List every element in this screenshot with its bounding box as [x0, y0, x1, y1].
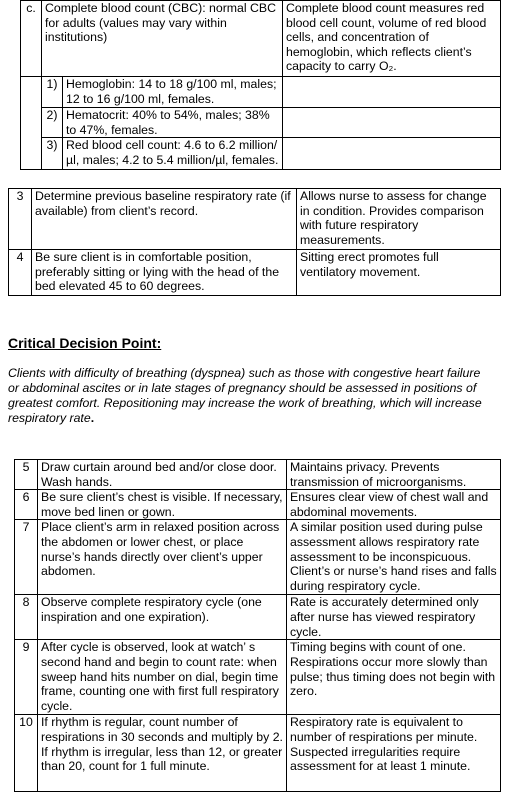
rationale-text: Ensures clear view of chest wall and abdominal movements.	[287, 490, 501, 520]
rationale-text: A similar position used during pulse assessment allows respiratory rate assessment to be inconspicuous. Client’s or nurse’s hand rises and falls during respiratory cycle.	[287, 520, 501, 595]
step-number: 6	[15, 490, 38, 520]
cbc-table	[20, 0, 501, 77]
rationale-text: Timing begins with count of one. Respirations occur more slowly than pulse; thus timing does not begin with zero.	[287, 640, 501, 715]
value-text: Hematocrit: 40% to 54%, males; 38% to 47%, females.	[63, 108, 283, 138]
critical-decision-period: .	[90, 411, 95, 425]
step-number: 7	[15, 520, 38, 595]
table-row	[21, 108, 501, 138]
row-number: 1)	[42, 77, 63, 108]
step-number: 9	[15, 640, 38, 715]
empty-cell	[283, 77, 501, 108]
step-text: Draw curtain around bed and/or close door. Wash hands.	[38, 460, 287, 490]
rationale-text: Respiratory rate is equivalent to number of respirations per minute. Suspected irregularities require assessment for at least 1 minute.	[287, 715, 501, 792]
value-text: Red blood cell count: 4.6 to 6.2 million/µl, males; 4.2 to 5.4 million/µl, females.	[63, 138, 283, 170]
step-text: After cycle is observed, look at watch’ s second hand and begin to count rate: when sweep hand hits number on dial, begin time frame, counting one with first full respiratory cycle.	[38, 640, 287, 715]
spacer-cell	[21, 108, 42, 138]
step-text: Place client’s arm in relaxed position across the abdomen or lower chest, or place nurse’s hands directly over client’s upper abdomen.	[38, 520, 287, 595]
step-number: 4	[9, 250, 32, 296]
empty-cell	[283, 108, 501, 138]
spacer-cell	[21, 77, 42, 108]
rationale-text: Sitting erect promotes full ventilatory movement.	[297, 250, 501, 296]
step-text: Complete blood count (CBC): normal CBC for adults (values may vary within institutions)	[42, 1, 283, 77]
steps-table-b	[14, 459, 501, 792]
critical-decision-note	[8, 366, 488, 426]
empty-cell	[283, 138, 501, 170]
cbc-values-table	[20, 76, 501, 170]
rationale-text: Maintains privacy. Prevents transmission of microorganisms.	[287, 460, 501, 490]
row-number: c.	[21, 1, 42, 77]
table-row	[15, 595, 501, 640]
step-text: Observe complete respiratory cycle (one inspiration and one expiration).	[38, 595, 287, 640]
step-number: 8	[15, 595, 38, 640]
table-row	[15, 715, 501, 792]
step-text: Be sure client’s chest is visible. If necessary, move bed linen or gown.	[38, 490, 287, 520]
critical-decision-text: Clients with difficulty of breathing (dyspnea) such as those with congestive heart failure or abdominal ascites or in late stages of pregnancy should be assessed in positions of greatest comfort. Repositioning may increase the work of breathing, which will increase respiratory rate	[8, 366, 482, 425]
rationale-text: Rate is accurately determined only after nurse has viewed respiratory cycle.	[287, 595, 501, 640]
table-row	[9, 250, 501, 296]
critical-decision-heading: Critical Decision Point:	[8, 335, 162, 351]
step-number: 3	[9, 189, 32, 250]
value-text: Hemoglobin: 14 to 18 g/100 ml, males; 12 to 16 g/100 ml, females.	[63, 77, 283, 108]
table-row	[15, 640, 501, 715]
table-row	[9, 189, 501, 250]
spacer-cell	[21, 138, 42, 170]
step-text: Be sure client is in comfortable position, preferably sitting or lying with the head of the bed elevated 45 to 60 degrees.	[32, 250, 297, 296]
rationale-text: Allows nurse to assess for change in condition. Provides comparison with future respiratory measurements.	[297, 189, 501, 250]
table-row	[21, 1, 501, 77]
table-row	[15, 460, 501, 490]
rationale-text: Complete blood count measures red blood cell count, volume of red blood cells, and concentration of hemoglobin, which reflects client’s capacity to carry O₂.	[283, 1, 501, 77]
step-text: If rhythm is regular, count number of respirations in 30 seconds and multiply by 2. If rhythm is irregular, less than 12, or greater than 20, count for 1 full minute.	[38, 715, 287, 792]
table-row	[21, 77, 501, 108]
step-text: Determine previous baseline respiratory rate (if available) from client’s record.	[32, 189, 297, 250]
table-row	[15, 520, 501, 595]
step-number: 5	[15, 460, 38, 490]
table-row	[21, 138, 501, 170]
steps-table-a	[8, 188, 501, 296]
table-row	[15, 490, 501, 520]
row-number: 3)	[42, 138, 63, 170]
row-number: 2)	[42, 108, 63, 138]
step-number: 10	[15, 715, 38, 792]
